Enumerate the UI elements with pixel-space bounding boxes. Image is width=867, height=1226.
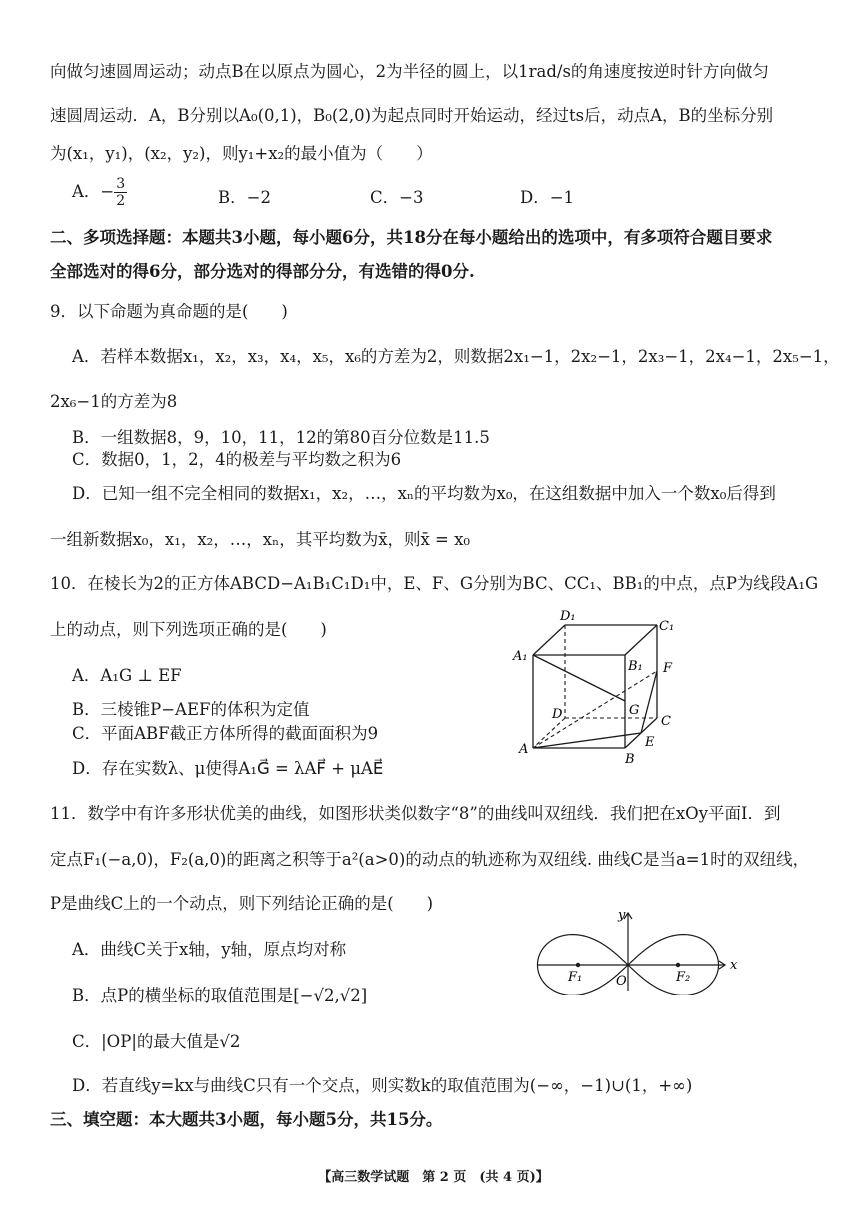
origin-label: O xyxy=(616,974,627,989)
cube-label-b: B xyxy=(625,752,635,767)
section-3-heading: 三、填空题：本大题共3小题，每小题5分，共15分。 xyxy=(50,1110,443,1129)
q8-line-2: 速圆周运动．A，B分别以A₀(0,1)，B₀(2,0)为起点同时开始运动，经过ts后，动点A，B的坐标分别 xyxy=(50,106,774,125)
q8-option-b: B．−2 xyxy=(218,188,271,207)
q10-option-d: D．存在实数λ、μ使得A₁G⃗ = λAF⃗ + μAE⃗ xyxy=(72,759,384,778)
q11-option-c: C．|OP|的最大值是√2 xyxy=(72,1032,241,1051)
cube-label-e: E xyxy=(645,735,655,750)
q9-stem: 9．以下命题为真命题的是( ) xyxy=(50,302,288,321)
q11-option-a: A．曲线C关于x轴，y轴，原点均对称 xyxy=(72,940,347,959)
fraction-numerator: 3 xyxy=(116,176,126,192)
section-2-heading-line-2: 全部选对的得6分，部分选对的得部分分，有选错的得0分. xyxy=(50,262,475,281)
page-footer: 【高三数学试题 第 2 页 (共 4 页)】 xyxy=(318,1170,549,1185)
section-2-heading-line-1: 二、多项选择题：本题共3小题，每小题6分，共18分在每小题给出的选项中，有多项符合题目要求 xyxy=(50,228,773,247)
q8-option-a-label: A．− xyxy=(72,182,115,201)
q11-stem-line-3: P是曲线C上的一个动点，则下列结论正确的是( ) xyxy=(50,894,434,913)
q8-line-1: 向做匀速圆周运动；动点B在以原点为圆心，2为半径的圆上，以1rad/s的角速度按逆时针方向做匀 xyxy=(50,62,769,81)
focus-label-f1: F₁ xyxy=(568,970,583,985)
cube-label-g: G xyxy=(629,703,640,718)
q9-option-d-line-2: 一组新数据x₀，x₁，x₂，…，xₙ，其平均数为x̄，则x̄ = x₀ xyxy=(50,530,471,549)
q11-option-d: D．若直线y=kx与曲线C只有一个交点，则实数k的取值范围为(−∞，−1)∪(1，+∞) xyxy=(72,1076,693,1095)
q10-option-b: B．三棱锥P−AEF的体积为定值 xyxy=(72,700,310,719)
q8-option-a xyxy=(72,176,127,209)
q10-option-a: A．A₁G ⊥ EF xyxy=(72,666,182,685)
q11-stem-line-1: 11．数学中有许多形状优美的曲线，如图形状类似数字“8”的曲线叫双纽线．我们把在xOy平面I．到 xyxy=(50,804,781,823)
cube-label-c: C xyxy=(661,714,671,729)
axis-label-x: x xyxy=(730,958,738,973)
q10-stem-line-1: 10．在棱长为2的正方体ABCD−A₁B₁C₁D₁中，E、F、G分别为BC、CC₁、BB₁的中点，点P为线段A₁G xyxy=(50,574,819,593)
lemniscate-figure xyxy=(530,905,740,995)
fraction-denominator: 2 xyxy=(116,193,126,209)
q8-option-d: D．−1 xyxy=(520,188,575,207)
cube-label-d: D xyxy=(552,707,563,722)
q8-option-c: C．−3 xyxy=(370,188,424,207)
q8-line-3: 为(x₁，y₁)，(x₂，y₂)，则y₁+x₂的最小值为（ ） xyxy=(50,144,433,163)
q10-option-c: C．平面ABF截正方体所得的截面面积为9 xyxy=(72,724,379,743)
q8-option-a-fraction xyxy=(114,176,127,209)
cube-label-c1: C₁ xyxy=(659,619,675,634)
cube-label-a1: A₁ xyxy=(513,649,528,664)
q11-stem-line-2: 定点F₁(−a,0)，F₂(a,0)的距离之积等于a²(a>0)的动点的轨迹称为双纽线. 曲线C是当a=1时的双纽线， xyxy=(50,850,810,869)
cube-figure xyxy=(505,600,695,775)
q11-option-b: B．点P的横坐标的取值范围是[−√2,√2] xyxy=(72,986,368,1005)
axis-label-y: y xyxy=(618,908,626,923)
focus-label-f2: F₂ xyxy=(676,970,691,985)
q9-option-b: B．一组数据8，9，10，11，12的第80百分位数是11.5 xyxy=(72,428,490,447)
q9-option-d-line-1: D．已知一组不完全相同的数据x₁，x₂，…，xₙ的平均数为x₀，在这组数据中加入一个数x₀后得到 xyxy=(72,484,776,503)
cube-label-f: F xyxy=(663,661,673,676)
q9-option-c: C．数据0，1，2，4的极差与平均数之积为6 xyxy=(72,450,402,469)
q9-option-a-line-2: 2x₆−1的方差为8 xyxy=(50,392,178,411)
q10-stem-line-2: 上的动点，则下列选项正确的是( ) xyxy=(50,620,327,639)
cube-label-d1: D₁ xyxy=(560,609,576,624)
cube-label-a: A xyxy=(519,742,529,757)
q9-option-a-line-1: A．若样本数据x₁，x₂，x₃，x₄，x₅，x₆的方差为2，则数据2x₁−1，2x₂−1，2x₃−1，2x₄−1，2x₅−1， xyxy=(72,347,840,366)
cube-label-b1: B₁ xyxy=(628,659,643,674)
